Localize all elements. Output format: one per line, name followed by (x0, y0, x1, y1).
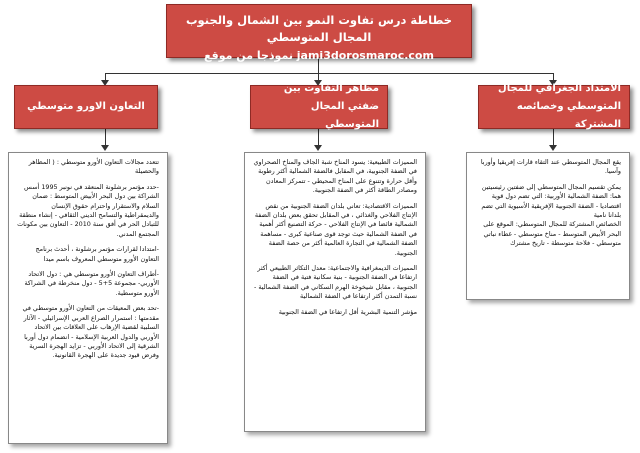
diagram-title: خطاطة درس تفاوت النمو بين الشمال والجنوب المجال المتوسطي (185, 13, 452, 44)
connector-left-head-to-box (105, 129, 106, 145)
paragraph: -حدد مؤتمر برشلونة المنعقد في نونبر 1995 أسس الشراكة بين دول البحر الأبيض المتوسط : ضمان السلام والاستقرار واحترام حقوق الإنسان والديمقراطية والتسامح الديني الثقافي - إنشاء منطقة للتبادل الحر في أفق سنة 2010 - التعاون بين مكونات المجتمع المدني. (15, 182, 159, 238)
diagram-title-box (166, 4, 472, 62)
arrow-right-box-head (549, 145, 557, 151)
paragraph: المميزات الديمغرافية والاجتماعية: معدل التكاثر الطبيعي أكثر ارتفاعا في الضفة الجنوبية - بنية سكانية فتية في الضفة الجنوبية ، مقابل شيخوخة الهرم السكاني في الضفة الشمالية - نسبة التمدن أكثر ارتفاعا في الضفة الشمالية (251, 264, 417, 301)
paragraph: -امتدادا لقرارات مؤتمر برشلونة ، أحدث برنامج التعاون الأورو متوسطي المعروف باسم ميدا (33, 245, 159, 263)
content-box-cooperation (8, 152, 168, 444)
heading-box-cooperation (14, 85, 158, 129)
content-box-geographic-extent (466, 152, 630, 300)
content-box-disparity (244, 152, 426, 432)
heading-disparity: مظاهر التفاوت بين ضفتي المجال المتوسطي (283, 83, 379, 130)
paragraph: يقع المجال المتوسطي عند التقاء قارات إفريقيا وأوربا وآسيا. (478, 158, 621, 176)
paragraph: -تحد بعض المعيقات من التعاون الأورو متوسطي في مقدمتها : استمرار الصراع العربي الإسرائيلي - الآثار السلبية لقضية الإرهاب على العلاقات بين الاتحاد الأوربي والدول العربية الإسلامية - انضمام دول أوربا الشرقية إلى الاتحاد الأوربي - تزايد الهجرة السرية وفرض قيود جديدة على الهجرة القانونية. (20, 304, 159, 360)
paragraph: المميزات الطبيعية: يسود المناخ شبة الجاف والمناخ الصحراوي في الضفة الجنوبية، في المقابل فالضفة الشمالية أكثر رطوبة وأقل حرارة وتتنوع على المناخ المحيطي - تتمركز المعادن ومصادر الطاقة أكثر في الضفة الجنوبية. (251, 158, 417, 195)
paragraph: المميزات الاقتصادية: تعاني بلدان الضفة الجنوبية من نقص الإنتاج الفلاحي والغذائي ، في المقابل تحقق بعض بلدان الضفة الشمالية فائضا في الإنتاج الفلاحي - حركة التصنيع أكثر أهمية في الضفة الشمالية حيث توجد قوى صناعية كبرى - مساهمة الضفة الشمالية في التجارة العالمية أكثر من حصة الضفة الجنوبية. (252, 201, 417, 257)
arrow-middle-box-head (314, 145, 322, 151)
arrow-left-box-head (101, 145, 109, 151)
paragraph: تتعدد مجالات التعاون الأورو متوسطي : ( المظاهر والحصيلة (26, 158, 159, 176)
paragraph: -أطراف التعاون الأورو متوسطي هي : دول الاتحاد الأوربي- مجموعة 5+5 - دول منخرطة في الشراكة الأورو متوسطية. (22, 270, 159, 297)
paragraph: يمكن تقسيم المجال المتوسطي إلى ضفتين رئيسيتين هما: الضفة الشمالية الأوربية: التي تضم دول قوية اقتصاديا - الضفة الجنوبية الإفريقية الأسيوية التي تضم بلدانا نامية الخصائص المشتركة للمجال المتوسطي: الموقع على البحر الأبيض المتوسط - مناخ متوسطي - غطاء نباتي متوسطي - فلاحة متوسطة - تاريخ مشترك (481, 182, 621, 248)
connector-horizontal (105, 73, 553, 74)
heading-box-geographic-extent (478, 85, 630, 129)
heading-cooperation: التعاون الاورو متوسطي (27, 101, 145, 112)
heading-box-disparity (250, 85, 388, 129)
diagram-source: jami3dorosmaroc.com نموذجا من موقع (204, 49, 434, 62)
heading-geographic-extent: الامتداد الجغرافي للمجال المتوسطي وخصائصه المشتركة (498, 83, 621, 130)
paragraph: مؤشر التنمية البشرية أقل ارتفاعا في الضفة الجنوبية (278, 307, 417, 316)
